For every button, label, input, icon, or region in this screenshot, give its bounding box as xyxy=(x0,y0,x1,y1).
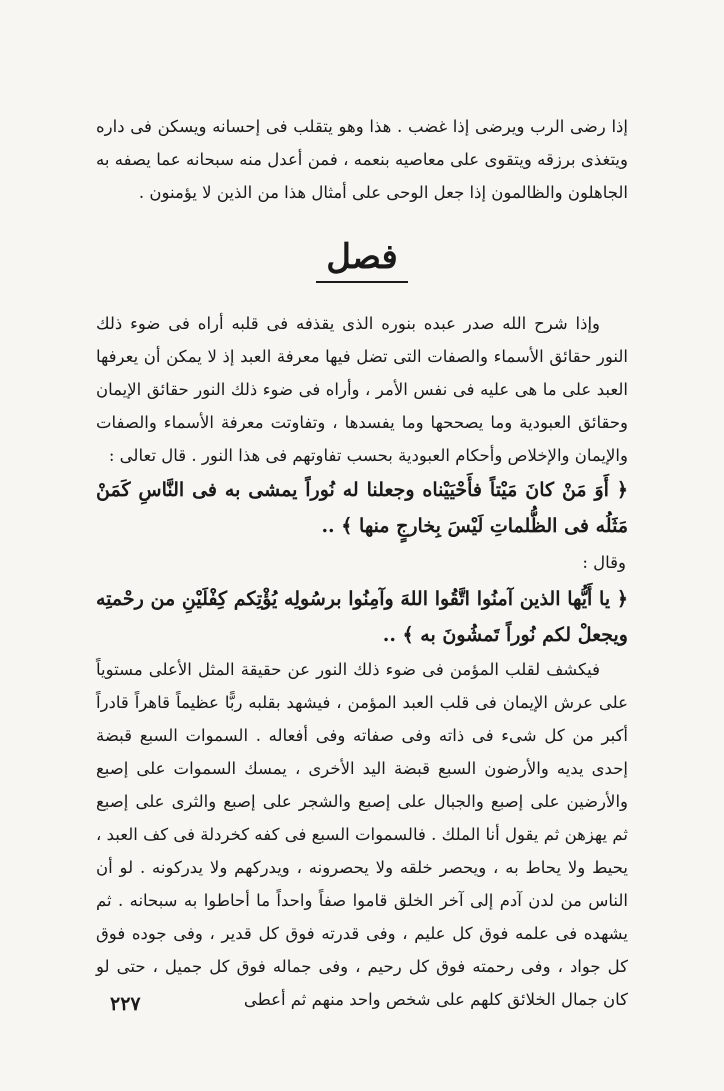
book-page xyxy=(96,110,628,1050)
page-number: ٢٢٧ xyxy=(110,993,141,1015)
section-heading xyxy=(96,235,628,283)
quran-verse-1: ﴿ أَوَ مَنْ كانَ مَيْتاً فأَحْيَيْناه وجعلنا له نُوراً يمشى به فى النَّاسِ كَمَنْ مَثَلُه فى الظُّلماتِ لَيْسَ بِخارجٍ منها ﴾ .. xyxy=(96,479,628,537)
and-said-label: وقال : xyxy=(582,553,626,572)
body-paragraph-2: وإذا شرح الله صدر عبده بنوره الذى يقذفه فى قلبه أراه فى ضوء ذلك النور حقائق الأسماء والصفات التى تضل فيها معرفة العبد إذ لا يمكن أن يعرفها العبد على ما هى عليه فى نفس الأمر ، وأراه فى ضوء ذلك النور حقائق الإيمان وحقائق العبودية وما يصححها وما يفسدها ، وتفاوتت معرفة الأسماء والصفات والإيمان والإخلاص وأحكام العبودية بحسب تفاوتهم فى هذا النور . قال تعالى : xyxy=(96,314,628,465)
section-title-text: فصل xyxy=(316,235,408,283)
opening-paragraph: إذا رضى الرب ويرضى إذا غضب . هذا وهو يتقلب فى إحسانه ويسكن فى داره ويتغذى برزقه ويتقوى على معاصيه بنعمه ، فمن أعدل منه سبحانه عما يصفه به الجاهلون والظالمون إذا جعل الوحى على أمثال هذا من الذين لا يؤمنون . xyxy=(96,117,628,202)
quran-verse-2: ﴿ يا أَيُّها الذين آمنُوا اتَّقُوا اللهَ وآمِنُوا برسُولِه يُؤْتِكم كِفْلَيْنِ من رحْمتِه ويجعلْ لكم نُوراً تَمشُونَ به ﴾ .. xyxy=(96,588,628,646)
body-paragraph-3: فيكشف لقلب المؤمن فى ضوء ذلك النور عن حقيقة المثل الأعلى مستوياً على عرش الإيمان فى قلب العبد المؤمن ، فيشهد بقلبه ربًّا عظيماً قاهراً قادراً أكبر من كل شىء فى ذاته وفى صفاته وفى أفعاله . السموات السبع قبضة إحدى يديه والأرضون السبع قبضة اليد الأخرى ، يمسك السموات على إصبع والأرضين على إصبع والجبال على إصبع والشجر على إصبع والثرى على إصبع ثم يهزهن ثم يقول أنا الملك . فالسموات السبع فى كفه كخردلة فى كف العبد ، يحيط ولا يحاط به ، ويحصر خلقه ولا يحصرونه ، ويدركهم ولا يدركونه . لو أن الناس من لدن آدم إلى آخر الخلق قاموا صفاً واحداً ما أحاطوا به سبحانه . ثم يشهده فى علمه فوق كل عليم ، وفى قدرته فوق كل قدير ، وفى جوده فوق كل جواد ، وفى رحمته فوق كل رحيم ، وفى جماله فوق كل جميل ، حتى لو كان جمال الخلائق كلهم على شخص واحد منهم ثم أعطى xyxy=(96,660,628,1009)
